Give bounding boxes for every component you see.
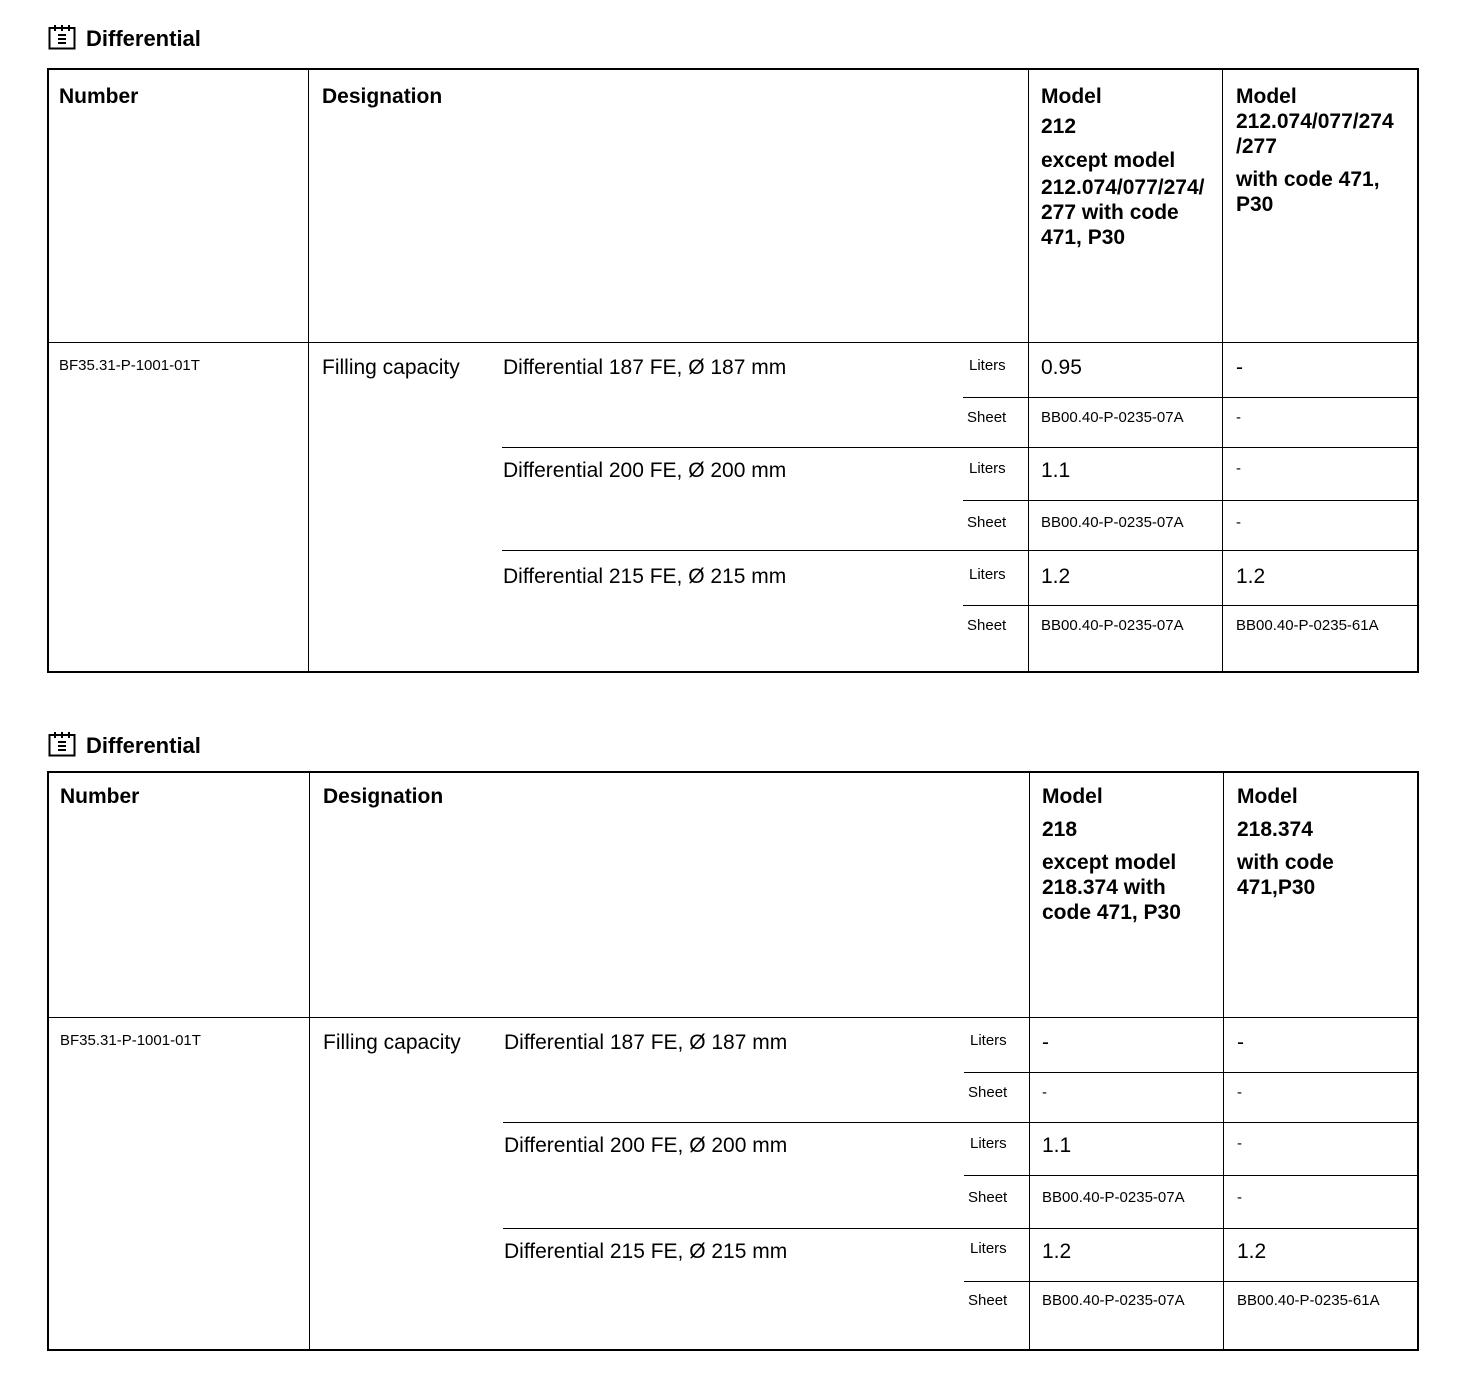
header-model-2: Model 218.374 with code 471,P30	[1237, 785, 1334, 899]
row-designation: Filling capacity	[322, 356, 460, 379]
calendar-list-icon	[48, 731, 76, 757]
sheet-model-2: -	[1237, 1189, 1242, 1206]
liters-model-2: -	[1236, 460, 1241, 477]
capacity-table	[47, 68, 1419, 673]
sheet-model-1: BB00.40-P-0235-07A	[1041, 514, 1184, 531]
header-designation: Designation	[323, 785, 444, 808]
unit-sheet: Sheet	[968, 1084, 1008, 1101]
liters-model-2: -	[1237, 1031, 1244, 1054]
liters-model-1: 1.1	[1041, 459, 1071, 482]
header-number: Number	[59, 85, 139, 108]
sheet-model-1: -	[1042, 1084, 1047, 1101]
row-number: BF35.31-P-1001-01T	[60, 1032, 201, 1049]
group-label: Differential 215 FE, Ø 215 mm	[503, 565, 787, 588]
row-designation: Filling capacity	[323, 1031, 461, 1054]
sheet-model-2: BB00.40-P-0235-61A	[1236, 617, 1379, 634]
unit-liters: Liters	[969, 357, 1006, 374]
sheet-model-1: BB00.40-P-0235-07A	[1042, 1292, 1185, 1309]
liters-model-2: 1.2	[1237, 1240, 1267, 1263]
header-number: Number	[60, 785, 140, 808]
group-label: Differential 200 FE, Ø 200 mm	[504, 1134, 788, 1157]
liters-model-2: -	[1237, 1135, 1242, 1152]
unit-sheet: Sheet	[967, 409, 1007, 426]
sheet-model-1: BB00.40-P-0235-07A	[1041, 617, 1184, 634]
unit-liters: Liters	[970, 1240, 1007, 1257]
header-model-1: Model 218 except model 218.374 with code 471, P30	[1042, 785, 1181, 924]
sheet-model-2: -	[1237, 1084, 1242, 1101]
liters-model-1: -	[1042, 1031, 1049, 1054]
liters-model-2: -	[1236, 356, 1243, 379]
header-designation: Designation	[322, 85, 443, 108]
section-header	[48, 20, 201, 50]
unit-sheet: Sheet	[967, 514, 1007, 531]
header-model-2: Model 212.074/077/274 /277 with code 471, P30	[1236, 85, 1394, 216]
group-label: Differential 200 FE, Ø 200 mm	[503, 459, 787, 482]
unit-liters: Liters	[969, 460, 1006, 477]
sheet-model-2: -	[1236, 514, 1241, 531]
sheet-model-1: BB00.40-P-0235-07A	[1041, 409, 1184, 426]
liters-model-1: 1.2	[1042, 1240, 1072, 1263]
unit-sheet: Sheet	[968, 1292, 1008, 1309]
unit-liters: Liters	[970, 1032, 1007, 1049]
calendar-list-icon	[48, 24, 76, 50]
unit-liters: Liters	[969, 566, 1006, 583]
row-number: BF35.31-P-1001-01T	[59, 357, 200, 374]
unit-liters: Liters	[970, 1135, 1007, 1152]
group-label: Differential 215 FE, Ø 215 mm	[504, 1240, 788, 1263]
liters-model-2: 1.2	[1236, 565, 1266, 588]
liters-model-1: 1.1	[1042, 1134, 1072, 1157]
header-model-1: Model 212 except model 212.074/077/274/ 277 with code 471, P30	[1041, 85, 1205, 249]
section-header	[48, 727, 201, 757]
section-title: Differential	[86, 26, 201, 51]
group-label: Differential 187 FE, Ø 187 mm	[503, 356, 787, 379]
sheet-model-2: BB00.40-P-0235-61A	[1237, 1292, 1380, 1309]
sheet-model-1: BB00.40-P-0235-07A	[1042, 1189, 1185, 1206]
capacity-table	[47, 771, 1419, 1351]
sheet-model-2: -	[1236, 409, 1241, 426]
liters-model-1: 0.95	[1041, 356, 1082, 379]
liters-model-1: 1.2	[1041, 565, 1071, 588]
unit-sheet: Sheet	[968, 1189, 1008, 1206]
group-label: Differential 187 FE, Ø 187 mm	[504, 1031, 788, 1054]
section-title: Differential	[86, 733, 201, 758]
unit-sheet: Sheet	[967, 617, 1007, 634]
